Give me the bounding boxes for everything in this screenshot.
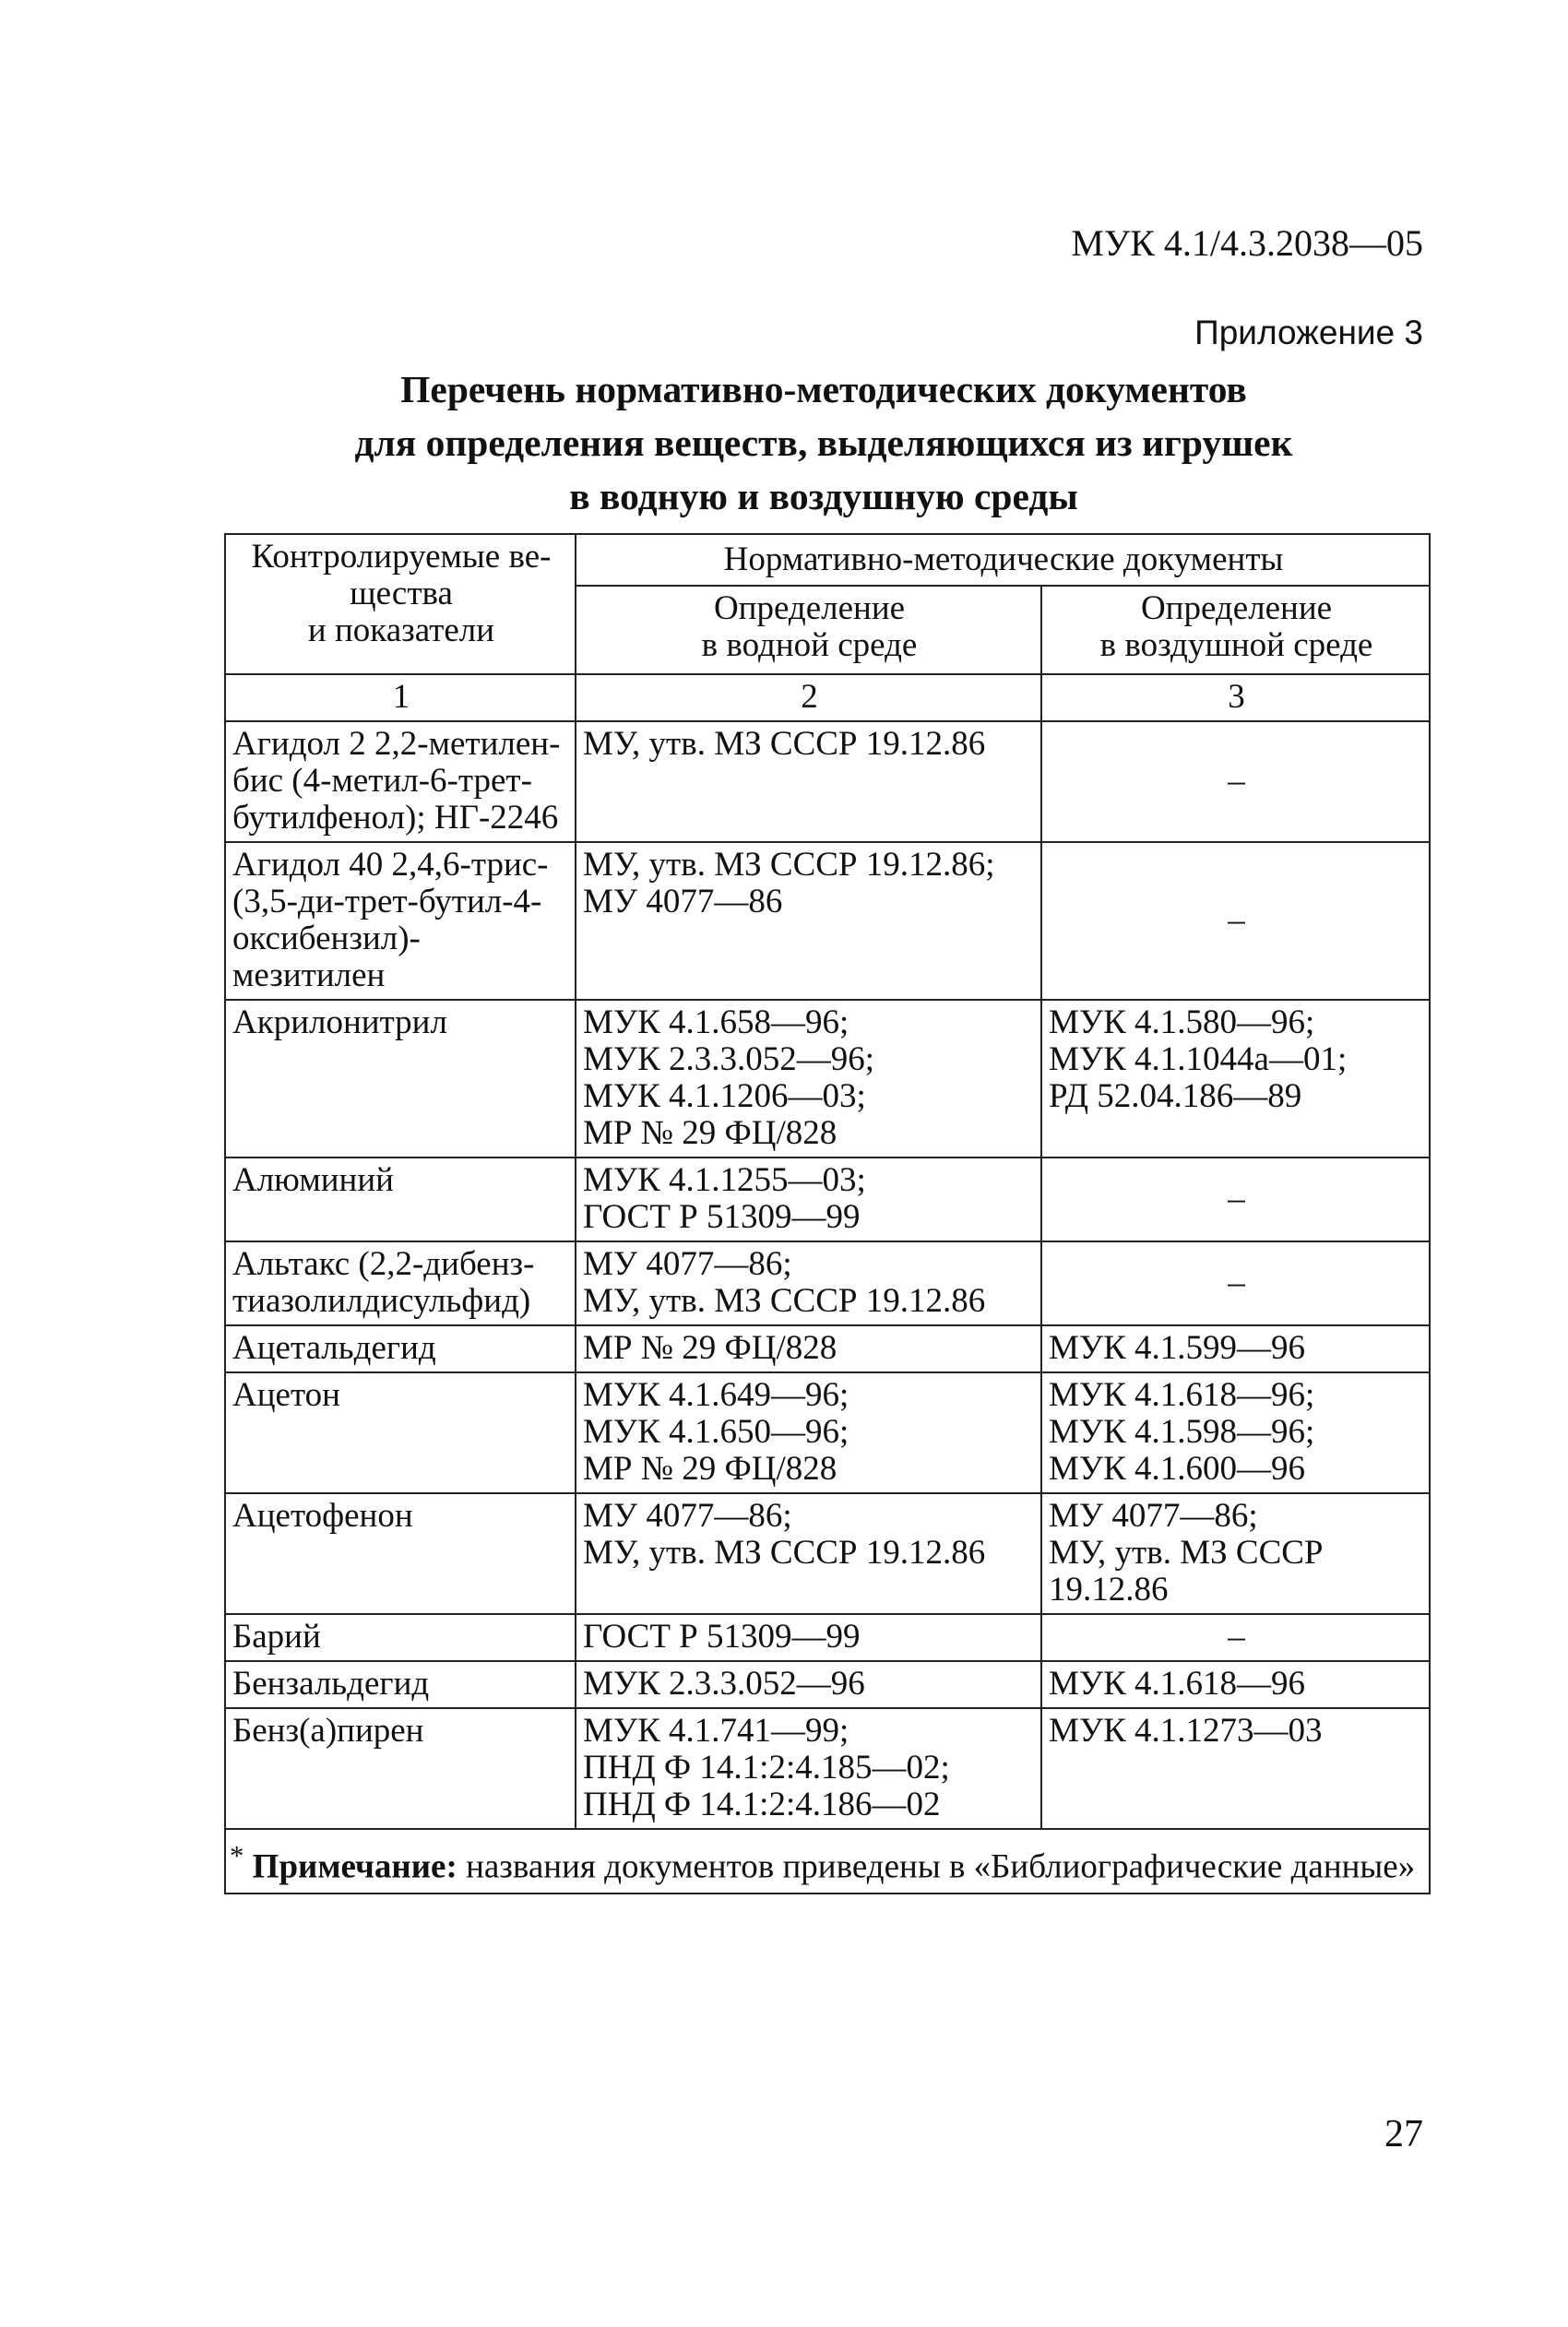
column-number: 3	[1041, 674, 1430, 721]
substance-cell	[225, 721, 576, 842]
water-method-cell	[576, 842, 1041, 1000]
table-row	[225, 1614, 1430, 1661]
cell-line: МУК 4.1.618—96	[1049, 1665, 1306, 1703]
water-method-cell	[576, 1158, 1041, 1241]
cell-line: МУ, утв. МЗ СССР 19.12.86	[583, 1282, 986, 1320]
cell-line: МУК 4.1.741—99;	[583, 1712, 849, 1750]
page-number: 27	[1384, 2113, 1423, 2155]
air-method-cell	[1041, 1000, 1430, 1158]
cell-line: бис (4-метил-6-трет-	[232, 762, 532, 800]
cell-line: –	[1228, 1264, 1245, 1301]
table-row	[225, 1708, 1430, 1829]
cell-line: МУ, утв. МЗ СССР 19.12.86;	[583, 846, 995, 884]
water-method-cell	[576, 721, 1041, 842]
cell-line: МУ, утв. МЗ СССР 19.12.86	[583, 1534, 986, 1572]
air-method-cell	[1041, 1661, 1430, 1708]
cell-line: МУ 4077—86;	[1049, 1497, 1258, 1535]
cell-line: ГОСТ Р 51309—99	[583, 1198, 861, 1236]
cell-line: МУК 4.1.1255—03;	[583, 1161, 866, 1199]
cell-line: бутилфенол); НГ-2246	[232, 799, 559, 837]
document-code: МУК 4.1/4.3.2038—05	[1071, 222, 1423, 264]
note-label: Примечание:	[252, 1847, 457, 1886]
documents-table	[224, 533, 1431, 1894]
header-substances: Контролируемые ве- щества и показатели	[225, 534, 576, 674]
cell-line: –	[1228, 901, 1245, 939]
table-row	[225, 1158, 1430, 1241]
cell-line: 19.12.86	[1049, 1571, 1169, 1609]
cell-line: МУ, утв. МЗ СССР 19.12.86	[583, 725, 986, 763]
table-note	[225, 1829, 1430, 1894]
cell-line: МР № 29 ФЦ/828	[583, 1450, 837, 1488]
cell-line: МУК 4.1.580—96;	[1049, 1003, 1315, 1041]
cell-line: ГОСТ Р 51309—99	[583, 1618, 861, 1656]
substance-cell	[225, 1158, 576, 1241]
table-row	[225, 842, 1430, 1000]
title-line: в водную и воздушную среды	[569, 475, 1078, 517]
cell-line: МР № 29 ФЦ/828	[583, 1114, 837, 1152]
header-air: Определение в воздушной среде	[1041, 586, 1430, 674]
air-method-cell	[1041, 1708, 1430, 1829]
cell-line: Агидол 40 2,4,6-трис-	[232, 846, 549, 884]
header-documents-group: Нормативно-методические документы	[576, 534, 1430, 586]
table-row	[225, 1372, 1430, 1493]
title-line: Перечень нормативно-методических документов	[400, 368, 1247, 410]
cell-line: МУ 4077—86;	[583, 1245, 792, 1283]
note-text: названия документов приведены в «Библиографические данные»	[457, 1847, 1416, 1886]
cell-line: Бенз(а)пирен	[232, 1712, 424, 1750]
table-row	[225, 1325, 1430, 1372]
cell-line: МУК 2.3.3.052—96;	[583, 1040, 875, 1078]
cell-line: МУК 4.1.600—96	[1049, 1450, 1306, 1488]
cell-line: Альтакс (2,2-дибенз-	[232, 1245, 535, 1283]
cell-line: МУК 2.3.3.052—96	[583, 1665, 865, 1703]
table-row	[225, 1493, 1430, 1614]
water-method-cell	[576, 1000, 1041, 1158]
column-number: 2	[576, 674, 1041, 721]
cell-line: МУ 4077—86	[583, 883, 783, 920]
cell-line: МУ, утв. МЗ СССР	[1049, 1534, 1324, 1572]
cell-line: МУ 4077—86;	[583, 1497, 792, 1535]
cell-line: МУК 4.1.1044а—01;	[1049, 1040, 1348, 1078]
cell-line: –	[1228, 1618, 1245, 1656]
water-method-cell	[576, 1661, 1041, 1708]
cell-line: мезитилен	[232, 956, 386, 994]
substance-cell	[225, 1000, 576, 1158]
cell-line: МУК 4.1.598—96;	[1049, 1413, 1315, 1451]
cell-line: МУК 4.1.599—96	[1049, 1329, 1306, 1367]
cell-line: Ацетон	[232, 1376, 340, 1414]
substance-cell	[225, 1493, 576, 1614]
substance-cell	[225, 1614, 576, 1661]
cell-line: ПНД Ф 14.1:2:4.185—02;	[583, 1749, 950, 1787]
cell-line: РД 52.04.186—89	[1049, 1077, 1302, 1115]
substance-cell	[225, 1325, 576, 1372]
water-method-cell	[576, 1708, 1041, 1829]
cell-line: –	[1228, 762, 1245, 800]
cell-line: Бензальдегид	[232, 1665, 430, 1703]
water-method-cell	[576, 1325, 1041, 1372]
air-method-cell	[1041, 1614, 1430, 1661]
cell-line: Барий	[232, 1618, 321, 1656]
air-method-cell	[1041, 1325, 1430, 1372]
header-water: Определение в водной среде	[576, 586, 1041, 674]
cell-line: МУК 4.1.1206—03;	[583, 1077, 866, 1115]
table-row	[225, 1000, 1430, 1158]
air-method-cell	[1041, 1372, 1430, 1493]
substance-cell	[225, 842, 576, 1000]
cell-line: оксибензил)-	[232, 920, 421, 957]
page-title	[224, 362, 1423, 523]
air-method-cell	[1041, 1241, 1430, 1325]
water-method-cell	[576, 1614, 1041, 1661]
air-method-cell	[1041, 1493, 1430, 1614]
cell-line: тиазолилдисульфид)	[232, 1282, 531, 1320]
substance-cell	[225, 1708, 576, 1829]
cell-line: Агидол 2 2,2-метилен-	[232, 725, 561, 763]
column-number: 1	[225, 674, 576, 721]
table-row	[225, 721, 1430, 842]
title-line: для определения веществ, выделяющихся из игрушек	[354, 421, 1293, 464]
cell-line: –	[1228, 1180, 1245, 1217]
air-method-cell	[1041, 1158, 1430, 1241]
cell-line: Акрилонитрил	[232, 1003, 447, 1041]
water-method-cell	[576, 1493, 1041, 1614]
cell-line: МР № 29 ФЦ/828	[583, 1329, 837, 1367]
cell-line: Ацетофенон	[232, 1497, 413, 1535]
cell-line: МУК 4.1.650—96;	[583, 1413, 849, 1451]
substance-cell	[225, 1372, 576, 1493]
substance-cell	[225, 1661, 576, 1708]
table-row	[225, 1661, 1430, 1708]
note-asterisk: *	[230, 1840, 244, 1871]
substance-cell	[225, 1241, 576, 1325]
air-method-cell	[1041, 842, 1430, 1000]
cell-line: МУК 4.1.649—96;	[583, 1376, 849, 1414]
cell-line: МУК 4.1.658—96;	[583, 1003, 849, 1041]
table-row	[225, 1241, 1430, 1325]
cell-line: МУК 4.1.1273—03	[1049, 1712, 1323, 1750]
cell-line: (3,5-ди-трет-бутил-4-	[232, 883, 542, 920]
water-method-cell	[576, 1372, 1041, 1493]
cell-line: ПНД Ф 14.1:2:4.186—02	[583, 1786, 941, 1823]
water-method-cell	[576, 1241, 1041, 1325]
appendix-label: Приложение 3	[1194, 314, 1423, 351]
cell-line: МУК 4.1.618—96;	[1049, 1376, 1315, 1414]
cell-line: Ацетальдегид	[232, 1329, 436, 1367]
cell-line: Алюминий	[232, 1161, 394, 1199]
air-method-cell	[1041, 721, 1430, 842]
